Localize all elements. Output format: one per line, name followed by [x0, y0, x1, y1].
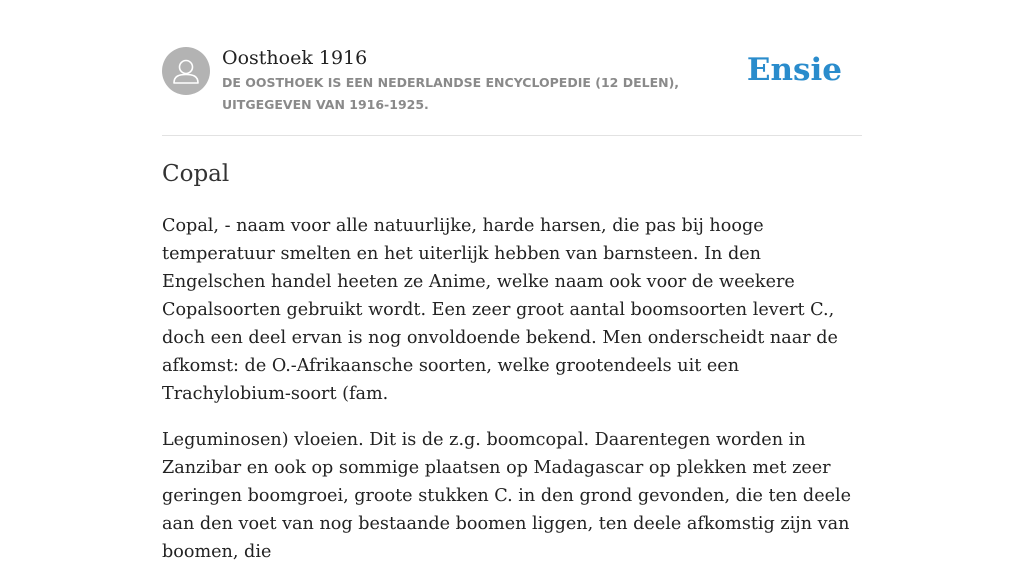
user-avatar-icon[interactable]: [162, 47, 210, 95]
article-body: [162, 212, 862, 584]
ensie-logo-link[interactable]: Ensie: [746, 52, 842, 88]
article-paragraph: Leguminosen) vloeien. Dit is de z.g. boomcopal. Daarentegen worden in Zanzibar en ook op sommige plaatsen op Madagascar op plekken met zeer geringen boomgroei, groote stukken C. in den grond gevonden, die ten deele aan den voet van nog bestaande boomen liggen, ten deele afkomstig zijn van boomen, die: [162, 430, 852, 562]
source-description: DE OOSTHOEK IS EEN NEDERLANDSE ENCYCLOPEDIE (12 DELEN), UITGEGEVEN VAN 1916-1925.: [222, 75, 680, 112]
article-title: Copal: [162, 161, 230, 187]
header-divider: [162, 135, 862, 136]
source-title[interactable]: Oosthoek 1916: [222, 47, 368, 69]
source-header: [162, 46, 862, 116]
article-paragraph: Copal, - naam voor alle natuurlijke, harde harsen, die pas bij hooge temperatuur smelten en het uiterlijk hebben van barnsteen. In den Engelschen handel heeten ze Anime, welke naam ook voor de weekere Copalsoorten gebruikt wordt. Een zeer groot aantal boomsoorten levert C., doch een deel ervan is nog onvoldoende bekend. Men onderscheidt naar de afkomst: de O.-Afrikaansche soorten, welke grootendeels uit een Trachylobium-soort (fam.: [162, 216, 838, 404]
